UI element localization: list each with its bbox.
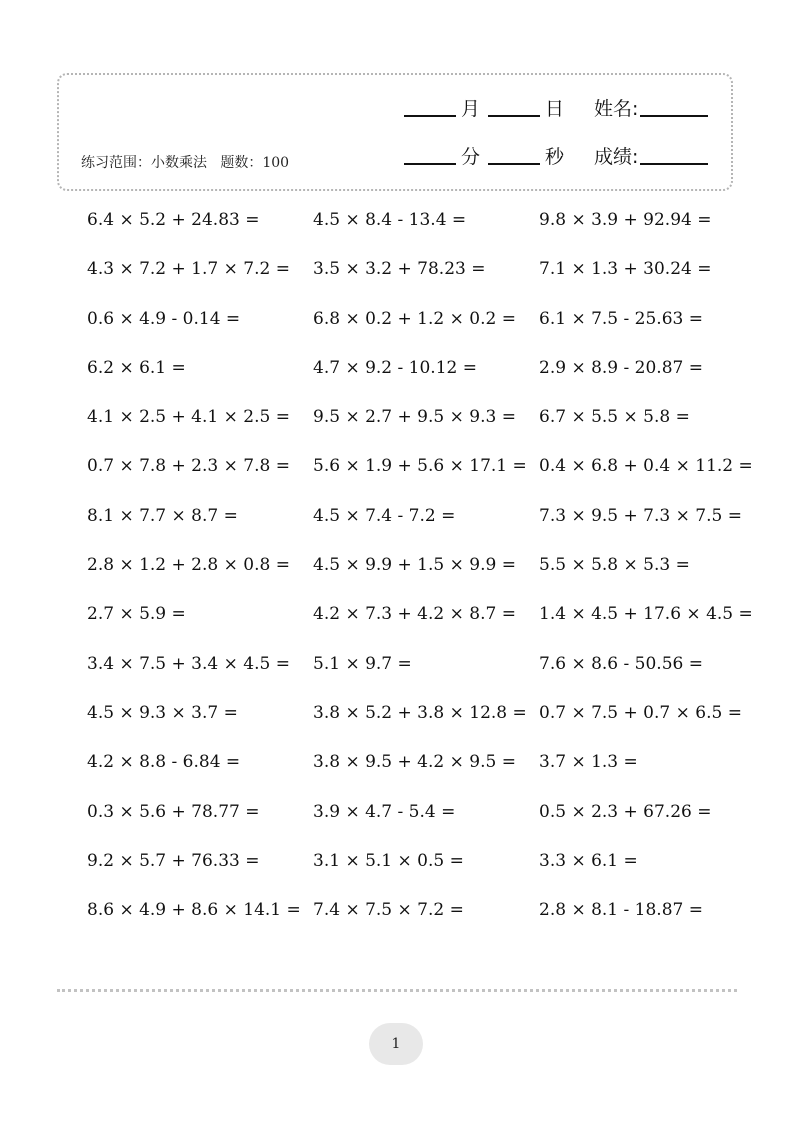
page-number: 1 xyxy=(391,1036,401,1052)
problem-item: 3.8 × 9.5 + 4.2 × 9.5 = xyxy=(313,752,516,773)
problem-item: 0.6 × 4.9 - 0.14 = xyxy=(87,308,241,329)
page-number-badge xyxy=(369,1023,423,1065)
problem-item: 6.8 × 0.2 + 1.2 × 0.2 = xyxy=(313,308,516,329)
problem-item: 4.5 × 9.3 × 3.7 = xyxy=(87,702,238,723)
score-label: 成绩: xyxy=(594,146,639,168)
problem-item: 0.5 × 2.3 + 67.26 = xyxy=(539,801,712,822)
problem-item: 5.5 × 5.8 × 5.3 = xyxy=(539,555,690,576)
problem-item: 6.7 × 5.5 × 5.8 = xyxy=(539,407,690,428)
problem-item: 3.7 × 1.3 = xyxy=(539,752,638,773)
time-score-row xyxy=(404,146,708,168)
practice-scope xyxy=(81,152,289,172)
second-blank[interactable] xyxy=(488,162,540,165)
problem-item: 4.7 × 9.2 - 10.12 = xyxy=(313,357,477,378)
scope-label: 练习范围：小数乘法 xyxy=(81,155,207,171)
problem-item: 3.9 × 4.7 - 5.4 = xyxy=(313,801,456,822)
problem-item: 7.6 × 8.6 - 50.56 = xyxy=(539,653,703,674)
problem-item: 6.1 × 7.5 - 25.63 = xyxy=(539,308,703,329)
problem-item: 9.5 × 2.7 + 9.5 × 9.3 = xyxy=(313,407,516,428)
problem-item: 2.9 × 8.9 - 20.87 = xyxy=(539,357,703,378)
name-label: 姓名: xyxy=(594,98,639,120)
problem-item: 1.4 × 4.5 + 17.6 × 4.5 = xyxy=(539,604,753,625)
problem-item: 4.2 × 8.8 - 6.84 = xyxy=(87,752,241,773)
problem-item: 2.8 × 1.2 + 2.8 × 0.8 = xyxy=(87,555,290,576)
problem-item: 6.2 × 6.1 = xyxy=(87,357,186,378)
problem-item: 0.4 × 6.8 + 0.4 × 11.2 = xyxy=(539,456,753,477)
problem-item: 2.7 × 5.9 = xyxy=(87,604,186,625)
score-blank[interactable] xyxy=(640,162,708,165)
minute-blank[interactable] xyxy=(404,162,456,165)
problem-item: 3.8 × 5.2 + 3.8 × 12.8 = xyxy=(313,702,527,723)
date-name-row xyxy=(404,98,708,120)
problem-item: 3.4 × 7.5 + 3.4 × 4.5 = xyxy=(87,653,290,674)
problem-item: 4.5 × 7.4 - 7.2 = xyxy=(313,505,456,526)
day-blank[interactable] xyxy=(488,114,540,117)
minute-label: 分 xyxy=(461,146,481,168)
problem-item: 5.1 × 9.7 = xyxy=(313,653,412,674)
problem-item: 4.5 × 9.9 + 1.5 × 9.9 = xyxy=(313,555,516,576)
problem-item: 9.2 × 5.7 + 76.33 = xyxy=(87,850,260,871)
problem-item: 8.1 × 7.7 × 8.7 = xyxy=(87,505,238,526)
worksheet-header xyxy=(57,73,733,191)
problem-item: 0.7 × 7.8 + 2.3 × 7.8 = xyxy=(87,456,290,477)
problem-item: 3.5 × 3.2 + 78.23 = xyxy=(313,259,486,280)
problem-item: 4.1 × 2.5 + 4.1 × 2.5 = xyxy=(87,407,290,428)
problem-item: 7.1 × 1.3 + 30.24 = xyxy=(539,259,712,280)
problem-item: 0.7 × 7.5 + 0.7 × 6.5 = xyxy=(539,702,742,723)
problem-item: 4.5 × 8.4 - 13.4 = xyxy=(313,210,467,230)
day-label: 日 xyxy=(545,98,565,120)
problem-item: 5.6 × 1.9 + 5.6 × 17.1 = xyxy=(313,456,527,477)
problem-count-value: 100 xyxy=(262,155,290,171)
problem-item: 3.1 × 5.1 × 0.5 = xyxy=(313,850,464,871)
problem-item: 9.8 × 3.9 + 92.94 = xyxy=(539,210,712,230)
problem-item: 4.3 × 7.2 + 1.7 × 7.2 = xyxy=(87,259,290,280)
name-blank[interactable] xyxy=(640,114,708,117)
problem-item: 7.4 × 7.5 × 7.2 = xyxy=(313,900,464,921)
problem-count-label: 题数： xyxy=(220,155,263,171)
problem-item: 7.3 × 9.5 + 7.3 × 7.5 = xyxy=(539,505,742,526)
problem-item: 6.4 × 5.2 + 24.83 = xyxy=(87,210,260,230)
problem-grid xyxy=(87,202,753,941)
problem-item: 0.3 × 5.6 + 78.77 = xyxy=(87,801,260,822)
problem-item: 4.2 × 7.3 + 4.2 × 8.7 = xyxy=(313,604,516,625)
footer-divider xyxy=(57,989,737,992)
problem-item: 2.8 × 8.1 - 18.87 = xyxy=(539,900,703,921)
problem-item: 3.3 × 6.1 = xyxy=(539,850,638,871)
problem-item: 8.6 × 4.9 + 8.6 × 14.1 = xyxy=(87,900,301,921)
month-label: 月 xyxy=(461,98,481,120)
month-blank[interactable] xyxy=(404,114,456,117)
second-label: 秒 xyxy=(545,146,565,168)
